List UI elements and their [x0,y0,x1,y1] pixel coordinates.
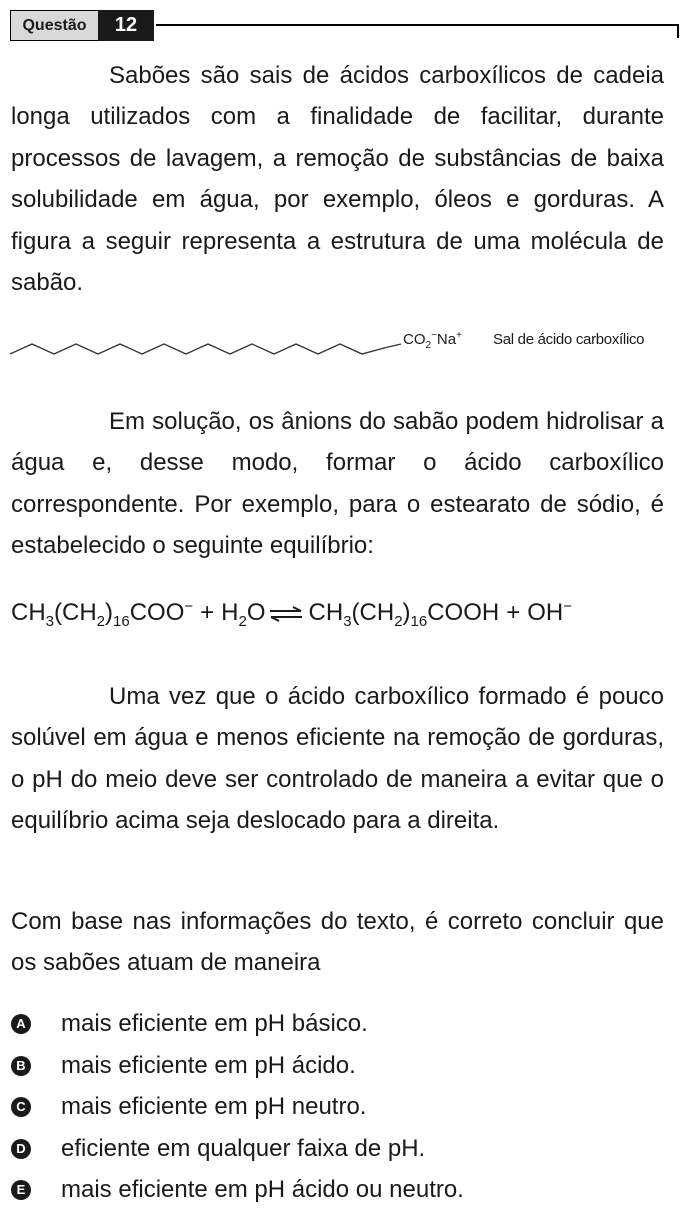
question-number: 12 [98,10,154,41]
acid-sub-2: 2 [394,612,403,630]
option-letter-badge: C [11,1097,31,1117]
water-o: O [246,599,266,626]
option-letter-badge: B [11,1056,31,1076]
figure-caption: Sal de ácido carboxílico [493,331,645,348]
option-text: mais eficiente em pH básico. [61,1010,368,1037]
carbon-chain-zigzag [10,316,665,392]
stearate-sub-16: 16 [113,612,130,630]
sodium-charge: + [456,330,462,341]
soap-molecule-figure [10,316,665,392]
answer-options [11,1003,671,1211]
option-d[interactable] [11,1128,671,1170]
option-text: eficiente em qualquer faixa de pH. [61,1134,426,1162]
equilibrium-equation [11,594,671,632]
option-letter-badge: E [11,1180,31,1200]
carboxylate-charge: − [431,330,437,341]
option-text: mais eficiente em pH neutro. [61,1093,367,1120]
option-text: mais eficiente em pH ácido ou neutro. [61,1176,464,1203]
equilibrium-arrow-icon [269,606,303,622]
option-b[interactable] [11,1045,671,1087]
plus-sign: + [506,599,521,626]
option-c[interactable] [11,1086,671,1128]
stearate-sub-3: 3 [45,612,55,630]
acid-sub-3: 3 [343,612,352,630]
stearate-charge: − [184,598,194,615]
stearate-coo: COO [129,599,185,626]
acid-sub-16: 16 [410,612,428,630]
question-label: Questão [10,10,99,41]
option-text: mais eficiente em pH ácido. [61,1051,356,1079]
product-stearic-acid [308,599,500,630]
stearate-sub-2: 2 [96,612,106,630]
option-a[interactable] [11,1003,671,1045]
reactant-stearate [11,598,194,630]
product-hydroxide [527,599,572,626]
plus-sign: + [200,599,215,626]
option-letter-badge: A [11,1014,31,1034]
intro-paragraph: Sabões são sais de ácidos carboxílicos de cadeia longa utilizados com a finalidade de facilitar, durante processos de lavagem, a remoção de substâncias de baixa solubilidade em água, por exemplo, óleos e gorduras. A figura a seguir representa a estrutura de uma molécula de sabão. [11,62,664,297]
header-rule [156,24,679,26]
hydrolysis-paragraph: Em solução, os ânions do sabão podem hidrolisar a água e, desse modo, formar o ácido carboxílico correspondente. Por exemplo, para o estearato de sódio, é estabelecido o seguinte equilíbrio: [11,408,664,560]
option-letter-badge: D [11,1139,31,1159]
question-header [10,10,680,41]
carboxylate-sub: 2 [425,340,432,351]
option-e[interactable] [11,1169,671,1211]
sodium-symbol: Na [436,331,457,348]
question-prompt: Com base nas informações do texto, é correto concluir que os sabões atuam de maneira [11,908,664,977]
stearate-paren: ) [105,599,114,626]
stearate-ch2: (CH [54,599,97,626]
acid-ch: CH [308,599,344,626]
hydroxide-charge: − [563,598,572,615]
ph-control-paragraph: Uma vez que o ácido carboxílico formado é pouco solúvel em água e menos eficiente na remoção de gorduras, o pH do meio deve ser controlado de maneira a evitar que o equilíbrio acima seja deslocado para a direita. [11,683,664,835]
stearate-ch: CH [11,599,46,626]
acid-ch2: (CH [351,599,395,626]
water-sub: 2 [238,612,247,630]
carboxylate-ion-label [403,330,462,351]
carboxylate-co: CO [403,331,426,348]
water-h: H [221,599,239,626]
reactant-water [221,599,266,630]
acid-paren: ) [402,599,411,626]
acid-cooh: COOH [427,599,500,626]
header-rule-end [677,24,679,38]
hydroxide-oh: OH [527,599,564,626]
